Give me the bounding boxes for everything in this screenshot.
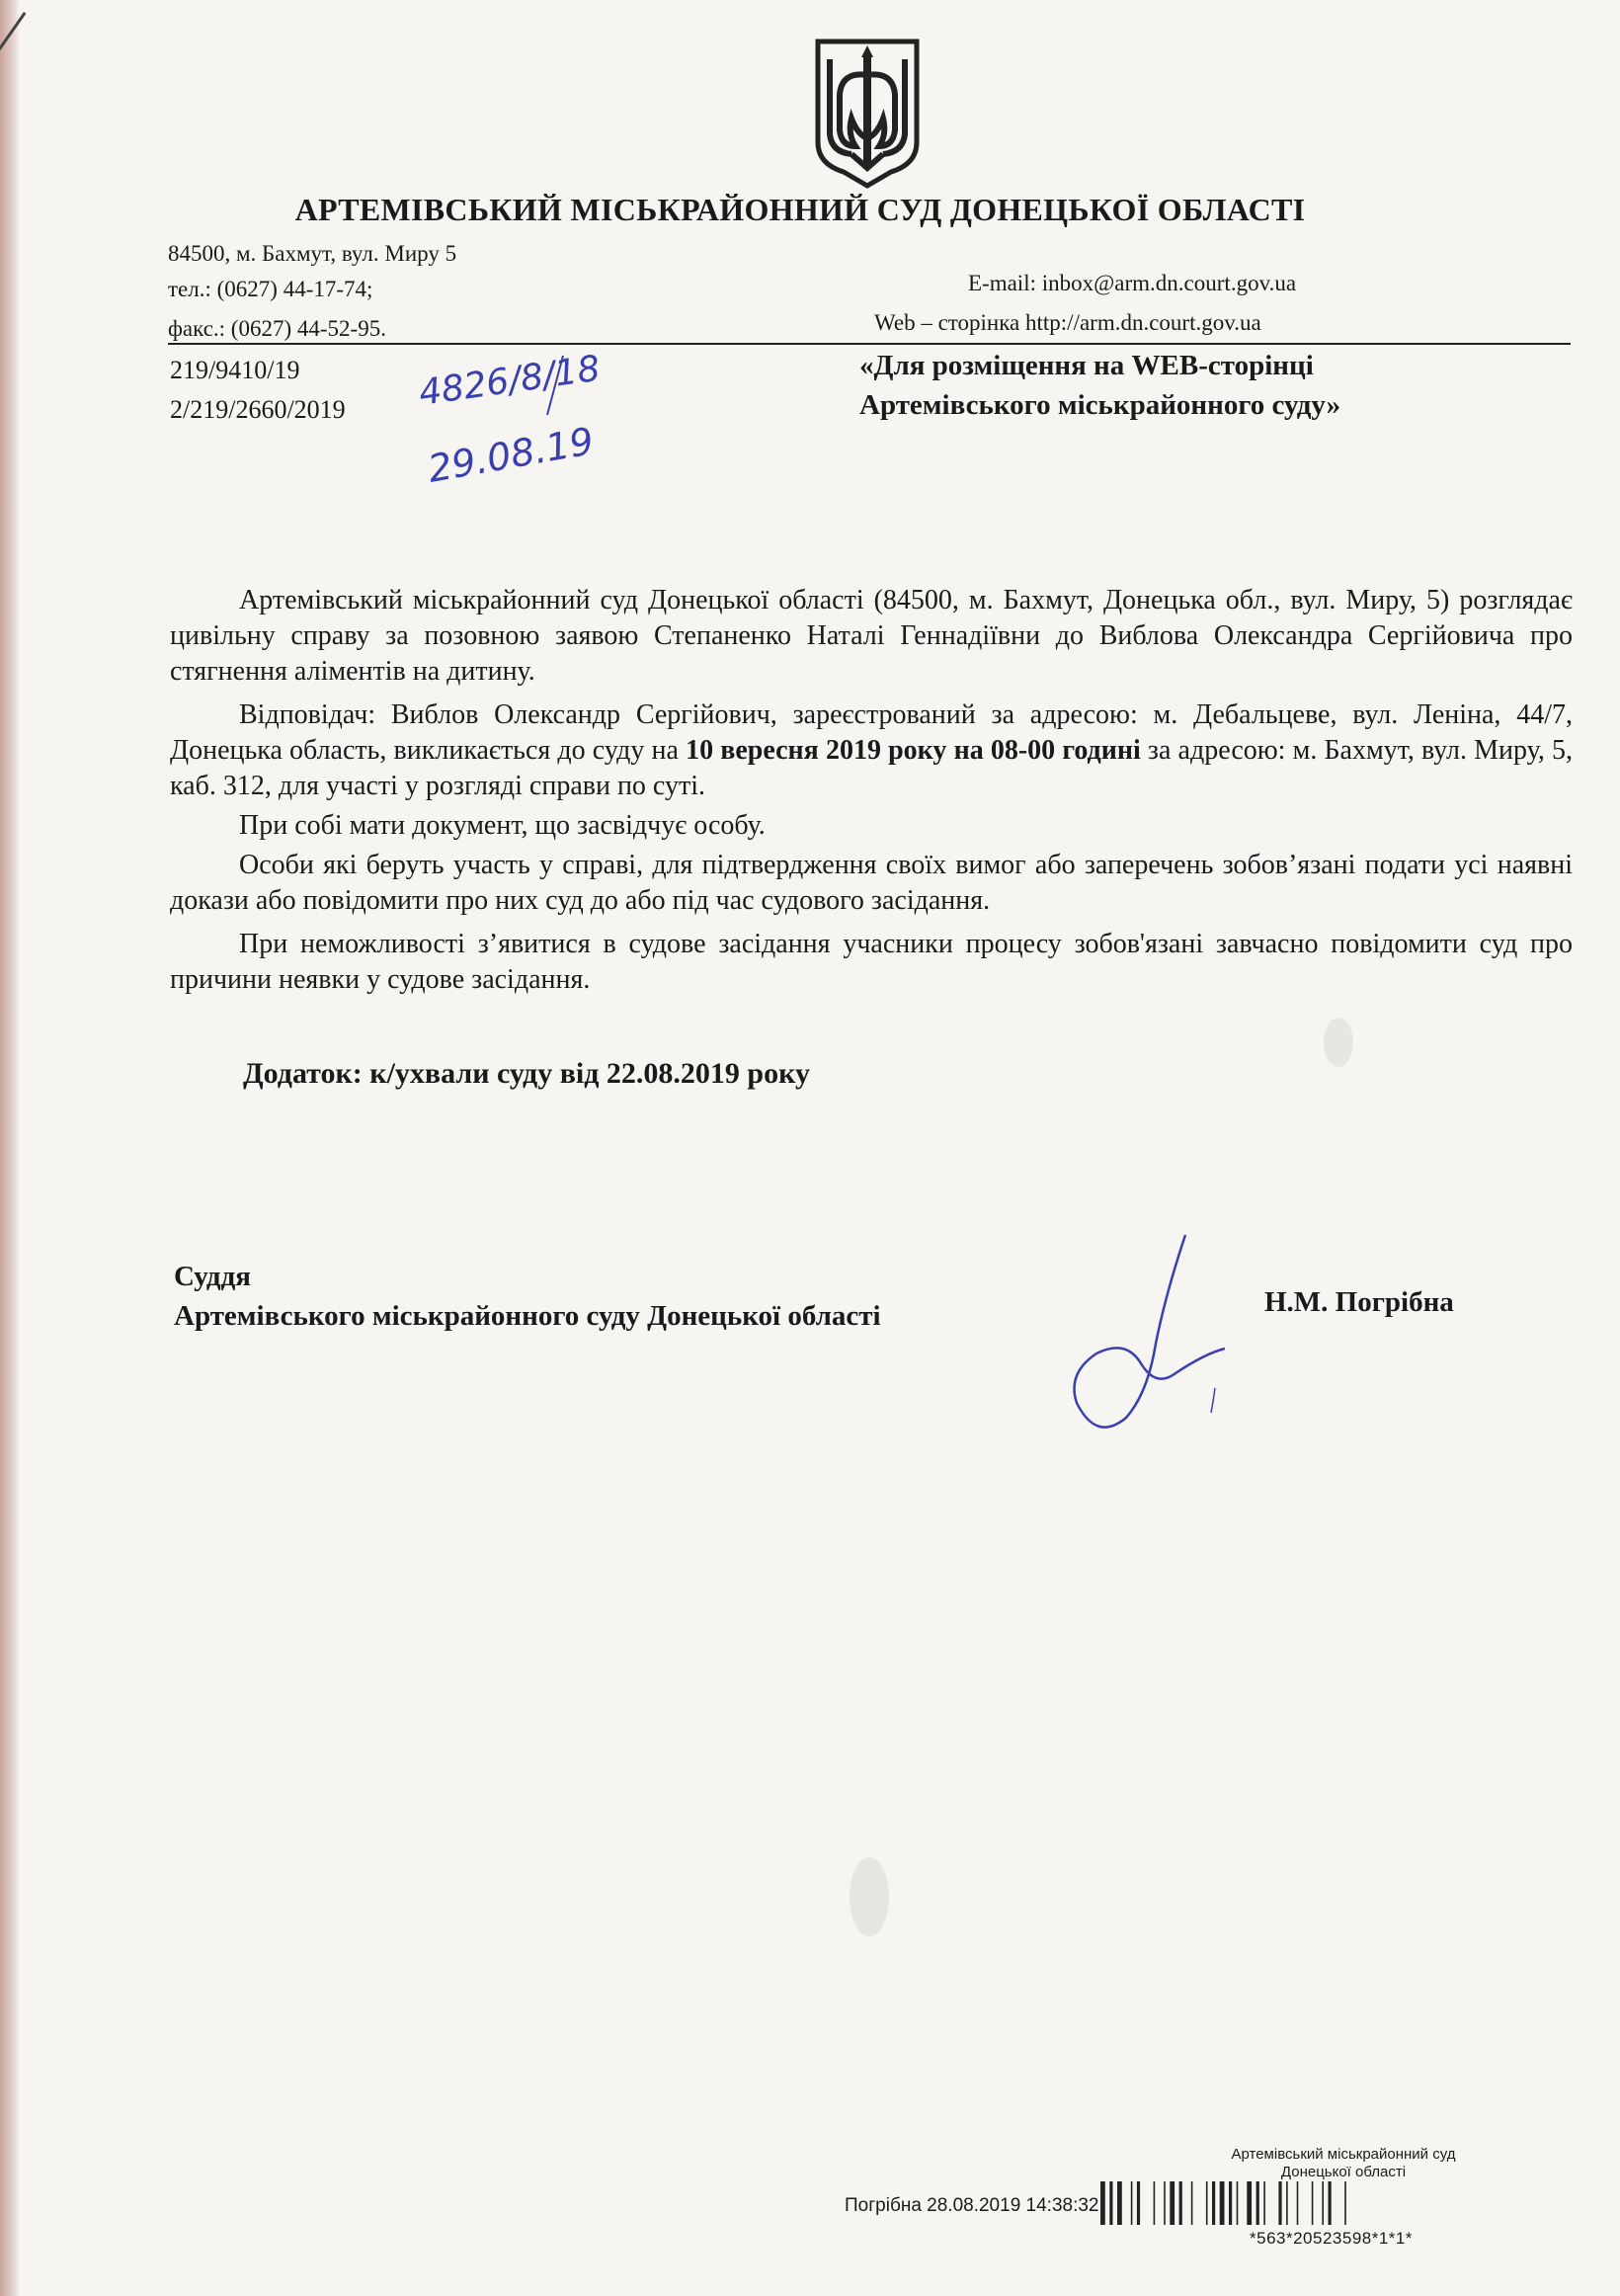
- barcode-bar: [1179, 2181, 1182, 2225]
- barcode-bar: [1297, 2181, 1299, 2225]
- paragraph-summons: [170, 697, 1573, 804]
- barcode-bar: [1154, 2181, 1156, 2225]
- role-title: Суддя: [174, 1261, 251, 1292]
- barcode-bar: [1312, 2181, 1314, 2225]
- summons-text-end: за адресою: м. Бахмут, вул. Миру, 5, каб. 312, для участі у розгляді справи по суті.: [170, 735, 1573, 801]
- judge-name: Н.М. Погрібна: [1264, 1286, 1454, 1318]
- paragraph-absence: При неможливості з’явитися в судове засідання учасники процесу зобов'язані завчасно повідомити суд про причини неявки у судове засідання.: [170, 929, 1573, 995]
- document-barcode: [1096, 2181, 1585, 2225]
- handwritten-number: 4826/8/18: [416, 348, 604, 414]
- handwritten-registration-mark: [415, 346, 652, 504]
- barcode-bar: [1344, 2181, 1346, 2225]
- barcode-bar: [1256, 2181, 1259, 2225]
- e-stamp-court-line2: Донецької області: [1280, 2164, 1407, 2180]
- barcode-bar: [1247, 2181, 1252, 2225]
- barcode-bar: [1229, 2181, 1232, 2225]
- scan-edge: [0, 0, 20, 2296]
- court-phone: тел.: (0627) 44-17-74;: [168, 277, 373, 301]
- barcode-bar: [1206, 2181, 1208, 2225]
- web-note-line1: «Для розміщення на WEB-сторінці: [859, 350, 1314, 381]
- notice-body: [170, 583, 1573, 998]
- barcode-bar: [1109, 2181, 1112, 2225]
- header-divider: [168, 343, 1571, 345]
- paragraph-evidence: Особи які беруть участь у справі, для підтвердження своїх вимог або заперечень зобов’язані подати усі наявні докази або повідомити про них суд до або під час судового засідання.: [170, 850, 1573, 916]
- signatory-role: [174, 1257, 881, 1336]
- e-signature-stamp: Погрібна 28.08.2019 14:38:32: [845, 2195, 1099, 2216]
- scan-smudge: [850, 1857, 889, 1936]
- barcode-bar: [1286, 2181, 1288, 2225]
- court-address: 84500, м. Бахмут, вул. Миру 5: [168, 241, 457, 266]
- summons-date-time: 10 вересня 2019 року на 08-00 годині: [686, 735, 1141, 766]
- case-number-1: 219/9410/19: [170, 356, 300, 384]
- court-web: Web – сторінка http://arm.dn.court.gov.ua: [874, 310, 1261, 335]
- paragraph-case: Артемівський міськрайонний суд Донецької області (84500, м. Бахмут, Донецька обл., вул. Миру, 5) розглядає цивільну справу за позовною заявою Степаненко Наталі Геннадіївни до Виблова Олександра Сергійовича про стягнення аліментів на дитину.: [170, 585, 1573, 687]
- handwritten-date: 29.08.19: [424, 419, 598, 491]
- court-fax: факс.: (0627) 44-52-95.: [168, 316, 386, 341]
- role-court: Артемівського міськрайонного суду Донецької області: [174, 1300, 881, 1332]
- scan-smudge: [1324, 1018, 1353, 1067]
- e-stamp-court: [1195, 2146, 1492, 2181]
- barcode-bar: [1100, 2181, 1105, 2225]
- barcode-bar: [1237, 2181, 1239, 2225]
- barcode-bar: [1212, 2181, 1215, 2225]
- barcode-bar: [1263, 2181, 1265, 2225]
- barcode-bar: [1131, 2181, 1133, 2225]
- coat-of-arms-icon: [812, 36, 923, 190]
- court-email: E-mail: inbox@arm.dn.court.gov.ua: [968, 271, 1297, 295]
- barcode-bar: [1170, 2181, 1174, 2225]
- barcode-bar: [1220, 2181, 1225, 2225]
- paragraph-id-document: При собі мати документ, що засвідчує особу.: [239, 810, 766, 841]
- barcode-bar: [1329, 2181, 1332, 2225]
- case-number-2: 2/219/2660/2019: [170, 395, 346, 424]
- barcode-bar: [1137, 2181, 1140, 2225]
- annex-line: Додаток: к/ухвали суду від 22.08.2019 року: [243, 1057, 810, 1090]
- e-stamp-court-line1: Артемівський міськрайонний суд: [1231, 2146, 1456, 2163]
- barcode-bar: [1278, 2181, 1281, 2225]
- court-name-heading: АРТЕМІВСЬКИЙ МІСЬКРАЙОННИЙ СУД ДОНЕЦЬКОЇ ОБЛАСТІ: [294, 192, 1306, 227]
- barcode-bar: [1191, 2181, 1193, 2225]
- barcode-number: *563*20523598*1*1*: [1250, 2229, 1413, 2248]
- barcode-bar: [1164, 2181, 1166, 2225]
- barcode-bar: [1322, 2181, 1324, 2225]
- web-note-line2: Артемівського міськрайонного суду»: [859, 389, 1341, 421]
- summons-text-start: Відповідач: Виблов Олександр Сергійович, зареєстрований за адресою: м. Дебальцеве, вул. Леніна, 44/7, Донецька область, викликається до суду на: [170, 699, 1573, 766]
- barcode-bar: [1117, 2181, 1122, 2225]
- judge-signature: [1057, 1225, 1245, 1442]
